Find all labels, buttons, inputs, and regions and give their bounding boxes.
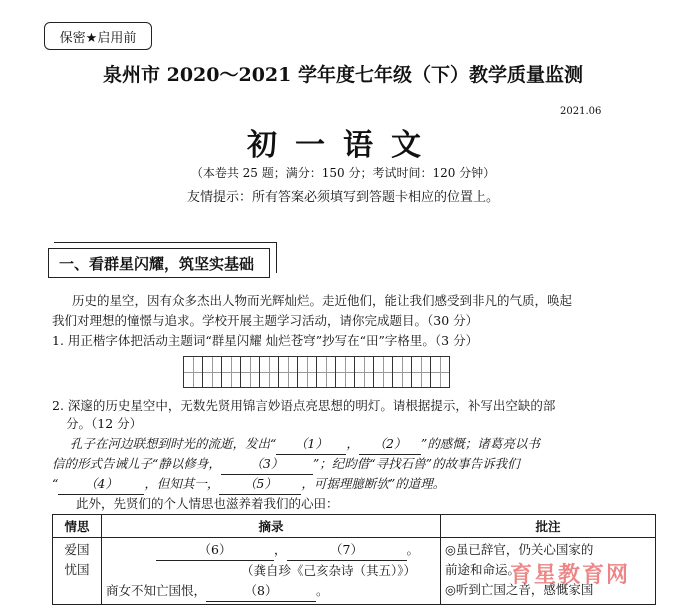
tianzige-cell[interactable] — [259, 356, 279, 388]
tianzige-cell[interactable] — [221, 356, 241, 388]
watermark-logo: 育星教育网 — [510, 563, 631, 588]
table-header: 批注 — [441, 515, 656, 538]
passage-text: ”；纪昀借“寻找石兽”的故事告诉我们 — [312, 456, 520, 471]
tianzige-cell[interactable] — [316, 356, 336, 388]
passage-text: 信的形式告诫儿子“静以修身， — [52, 456, 221, 471]
subject-title: 初一语文 — [247, 128, 439, 163]
tianzige-cell[interactable] — [354, 356, 374, 388]
passage-line-3 — [52, 474, 445, 495]
tianzige-cell[interactable] — [202, 356, 222, 388]
blank-6[interactable]: （6） — [156, 540, 274, 561]
question-2-line-1: 2. 深邃的历史星空中，无数先贤用锦言妙语点亮思想的明灯。请根据提示，补写出空缺的部 — [52, 398, 556, 413]
blank-1[interactable]: （1） — [276, 434, 346, 455]
passage-line-4: 此外，先贤们的个人情思也滋养着我们的心田： — [76, 496, 339, 511]
excerpt-line: （6） ， （7） 。 — [106, 540, 436, 561]
tianzige-cell[interactable] — [240, 356, 260, 388]
tianzige-cell[interactable] — [411, 356, 431, 388]
exam-date: 2021.06 — [560, 106, 602, 117]
tianzige-cell[interactable] — [297, 356, 317, 388]
friendly-tip: 友情提示：所有答案必须填写到答题卡相应的位置上。 — [186, 190, 499, 205]
blank-7[interactable]: （7） — [287, 540, 407, 561]
table-header: 情思 — [53, 515, 102, 538]
passage-text: “ — [52, 476, 59, 491]
table-header: 摘录 — [102, 515, 441, 538]
exam-title: 泉州市 2020～2021 学年度七年级（下）教学质量监测 — [103, 64, 583, 86]
blank-5[interactable]: （5） — [219, 474, 301, 495]
tianzige-cell[interactable] — [373, 356, 393, 388]
tianzige-cell[interactable] — [335, 356, 355, 388]
passage-text: ，但知其一， — [144, 476, 220, 491]
section-heading-1 — [48, 240, 274, 282]
emotion-cell — [53, 538, 102, 605]
emotion-label: 爱国 — [64, 542, 90, 557]
blank-2[interactable]: （2） — [359, 434, 421, 455]
passage-text: ， — [346, 436, 359, 451]
blank-3[interactable]: （3） — [221, 454, 313, 475]
section-heading-label: 一、看群星闪耀，筑坚实基础 — [48, 248, 270, 278]
note-line: ◎虽已辞官，仍关心国家的 — [445, 542, 594, 557]
passage-line-2 — [52, 454, 520, 475]
blank-4[interactable]: （4） — [58, 474, 144, 495]
table-header-row — [53, 515, 656, 538]
excerpt-text: 商女不知亡国恨， — [106, 583, 207, 598]
exam-info: （本卷共 25 题；满分：150 分；考试时间：120 分钟） — [190, 166, 496, 180]
intro-line-2: 我们对理想的憧憬与追求。学校开展主题学习活动，请你完成题目。（30 分） — [52, 313, 479, 328]
question-1: 1. 用正楷字体把活动主题词“群星闪耀 灿烂苍穹”抄写在“田”字格里。（3 分） — [52, 333, 479, 348]
excerpt-source: （龚自珍《己亥杂诗（其五）》） — [240, 563, 416, 578]
blank-8[interactable]: （8） — [206, 581, 316, 602]
emotion-label: 忧国 — [64, 562, 90, 577]
question-2-line-2: 分。（12 分） — [66, 416, 143, 431]
tianzige-cell[interactable] — [183, 356, 203, 388]
excerpt-line: 商女不知亡国恨， （8） 。 — [106, 581, 436, 602]
note-line: 前途和命运。 — [445, 562, 521, 577]
tianzige-grid[interactable] — [184, 356, 450, 388]
tianzige-cell[interactable] — [430, 356, 450, 388]
intro-line-1: 历史的星空，因有众多杰出人物而光辉灿烂。走近他们，能让我们感受到非凡的气质，唤起 — [72, 293, 573, 308]
tianzige-cell[interactable] — [278, 356, 298, 388]
passage-text: 孔子在河边联想到时光的流逝，发出“ — [70, 436, 277, 451]
note-line: ◎听到亡国之音，感慨家国 — [445, 582, 594, 597]
tianzige-cell[interactable] — [392, 356, 412, 388]
excerpt-cell — [102, 538, 441, 605]
passage-text: ，可据理臆断欤”的道理。 — [301, 476, 446, 491]
passage-text: ”的感慨；诸葛亮以书 — [420, 436, 540, 451]
passage-line-1 — [70, 434, 540, 455]
confidential-badge: 保密★启用前 — [44, 22, 152, 50]
